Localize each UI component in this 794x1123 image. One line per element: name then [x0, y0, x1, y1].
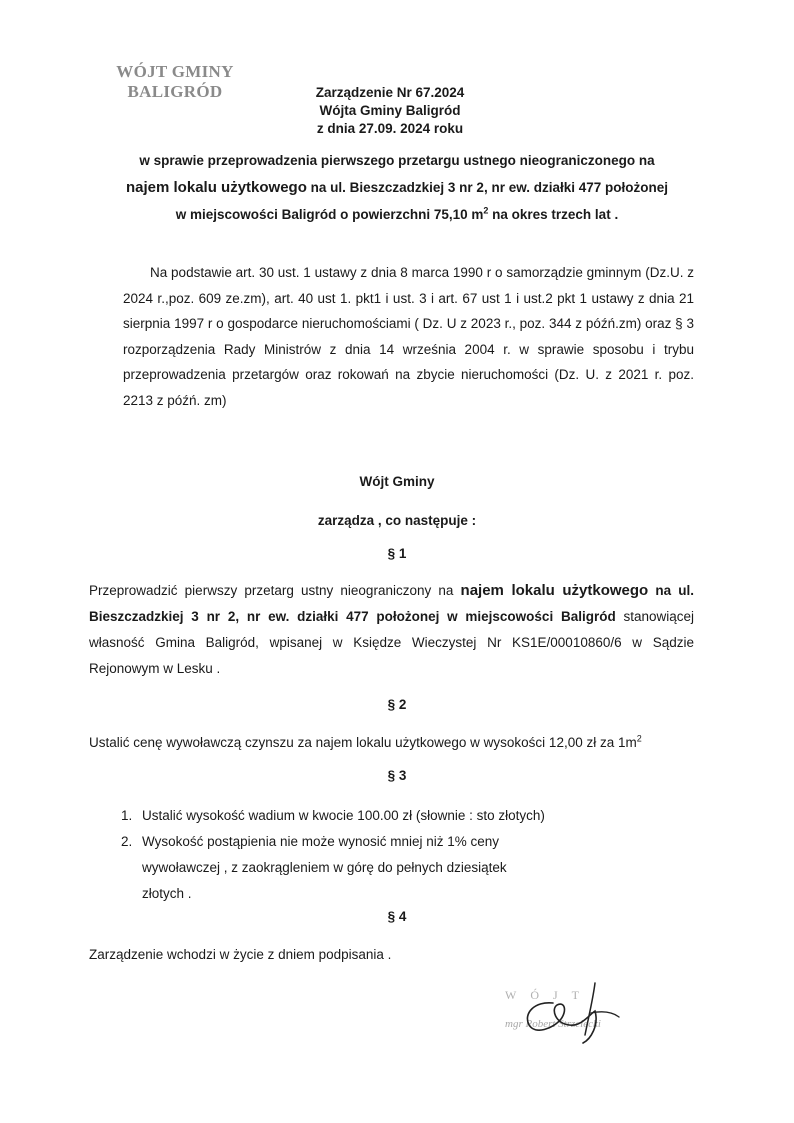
- list-item: 2. Wysokość postąpienia nie może wynosić mniej niż 1% ceny wywoławczej , z zaokrągleniem w górę do pełnych dziesiątek złotych .: [136, 829, 696, 907]
- section-4-mark: § 4: [387, 909, 407, 924]
- section-1-text-b: na ul. Bieszczadzkiej 3 nr 2, nr ew. działki 477 położonej w miejscowości Baligród: [89, 583, 694, 624]
- orders-heading: zarządza , co następuje :: [317, 513, 477, 528]
- subject-line-3: [60, 201, 734, 228]
- subject-line-3-text: w miejscowości Baligród o powierzchni 75,10 m: [175, 207, 484, 222]
- section-1-text: [89, 578, 694, 682]
- section-2-text: [89, 730, 694, 756]
- document-issuer: Wójta Gminy Baligród: [319, 103, 461, 118]
- stamp-line-2: BALIGRÓD: [127, 82, 223, 101]
- subject-line-1: w sprawie przeprowadzenia pierwszego przetargu ustnego nieograniczonego na: [139, 153, 655, 168]
- stamp-line-1: WÓJT GMINY: [116, 62, 234, 81]
- document-title: Zarządzenie Nr 67.2024: [315, 85, 465, 100]
- office-stamp: [100, 62, 250, 102]
- legal-basis-paragraph: [123, 260, 694, 413]
- subject-line-3-end: na okres trzech lat .: [488, 207, 619, 222]
- section-1-text-a: Przeprowadzić pierwszy przetarg ustny nieograniczony na: [89, 583, 461, 598]
- handwritten-signature: [495, 975, 665, 1055]
- section-1-text-c: stanowiącej własność Gmina Baligród, wpisanej w Księdze Wieczystej Nr KS1E/00010860/6 w Sądzie Rejonowym w Lesku .: [89, 609, 694, 676]
- subject-superscript: 2: [483, 205, 489, 216]
- section-1-emphasis: najem lokalu użytkowego: [460, 582, 649, 599]
- authority-heading: Wójt Gminy: [359, 474, 435, 489]
- subject-line-2-rest: na ul. Bieszczadzkiej 3 nr 2, nr ew. działki 477 położonej: [306, 180, 668, 195]
- section-2-mark: § 2: [387, 697, 407, 712]
- section-2-superscript: 2: [636, 733, 642, 744]
- document-subject: [60, 147, 734, 228]
- section-2-sentence: Ustalić cenę wywoławczą czynszu za najem lokalu użytkowego w wysokości 12,00 zł za 1m: [89, 735, 637, 750]
- subject-emphasis: najem lokalu użytkowego: [126, 179, 307, 196]
- document-date: z dnia 27.09. 2024 roku: [316, 121, 464, 136]
- section-3-mark: § 3: [387, 768, 407, 783]
- list-item: 1. Ustalić wysokość wadium w kwocie 100.00 zł (słownie : sto złotych): [136, 803, 696, 829]
- section-4-text: Zarządzenie wchodzi w życie z dniem podpisania .: [89, 947, 392, 962]
- signature-stamp-name: mgr Robert Strzelecki: [505, 1018, 601, 1030]
- signature-stamp-heading: WÓJT: [505, 988, 593, 1002]
- section-1-mark: § 1: [387, 546, 407, 561]
- section-3-list: [110, 803, 696, 907]
- subject-line-2: [60, 174, 734, 201]
- legal-basis-text: Na podstawie art. 30 ust. 1 ustawy z dnia 8 marca 1990 r o samorządzie gminnym (Dz.U. z 2024 r.,poz. 609 ze.zm), art. 40 ust 1. pkt1 i ust. 3 i art. 67 ust 1 i ust.2 pkt 1 ustawy z dnia 21 sierpnia 1997 r o gospodarce nieruchomościami ( Dz. U z 2023 r., poz. 344 z późń.zm) oraz § 3 rozporządzenia Rady Ministrów z dnia 14 września 2004 r. w sprawie sposobu i trybu przeprowadzenia przetargów oraz rokowań na zbycie nieruchomości (Dz. U. z 2021 r. poz. 2213 z późń. zm): [123, 265, 694, 408]
- document-header: [270, 84, 510, 138]
